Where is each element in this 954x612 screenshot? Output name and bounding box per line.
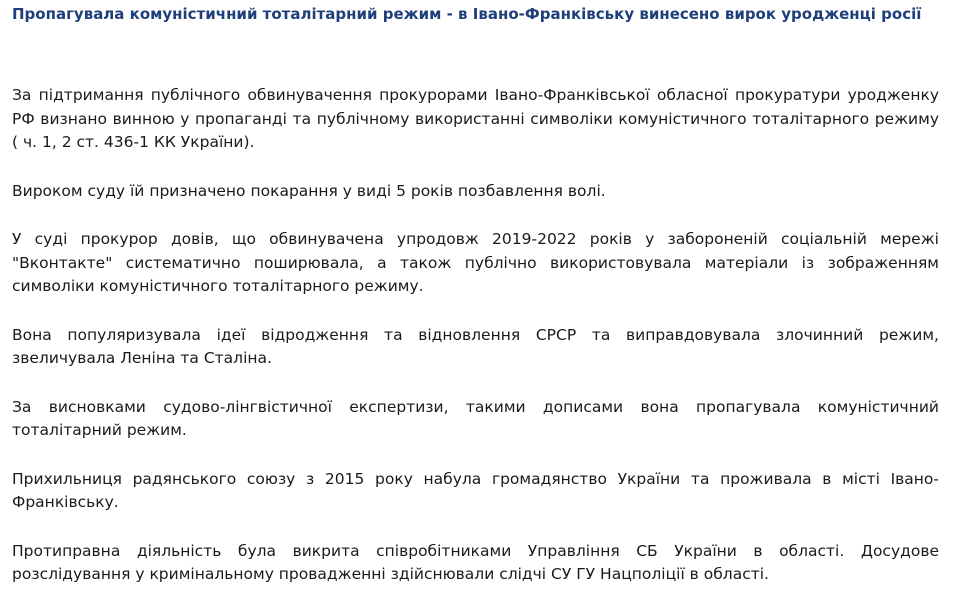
article-paragraph: За підтримання публічного обвинувачення прокурорами Івано-Франківської обласної прокуратури уродженку РФ визнано винною у пропаганді та публічному використанні символіки комуністичного тоталітарного режиму ( ч. 1, 2 ст. 436-1 КК України). — [12, 86, 939, 151]
article-paragraph: Вироком суду їй призначено покарання у виді 5 років позбавлення волі. — [12, 181, 606, 200]
article-paragraph: Вона популяризувала ідеї відродження та відновлення СРСР та виправдовувала злочинний режим, звеличувала Леніна та Сталіна. — [12, 325, 939, 367]
article-paragraph: Прихильниця радянського союзу з 2015 року набула громадянство України та проживала в місті Івано-Франківську. — [12, 469, 939, 511]
article-paragraph: У суді прокурор довів, що обвинувачена упродовж 2019-2022 років у забороненій соціальній мережі "Вконтакте" систематично поширювала, а також публічно використовувала матеріали із зображенням символіки комуністичного тоталітарного режиму. — [12, 230, 939, 295]
article-body — [12, 84, 939, 612]
article-paragraph: Протиправна діяльність була викрита співробітниками Управління СБ України в області. Досудове розслідування у кримінальному провадженні здійснювали слідчі СУ ГУ Нацполіції в області. — [12, 541, 939, 583]
article-paragraph: За висновками судово-лінгвістичної експертизи, такими дописами вона пропагувала комуністичний тоталітарний режим. — [12, 397, 939, 439]
article-title: Пропагувала комуністичний тоталітарний режим - в Івано-Франківську винесено вирок уродженці росії — [12, 5, 922, 23]
